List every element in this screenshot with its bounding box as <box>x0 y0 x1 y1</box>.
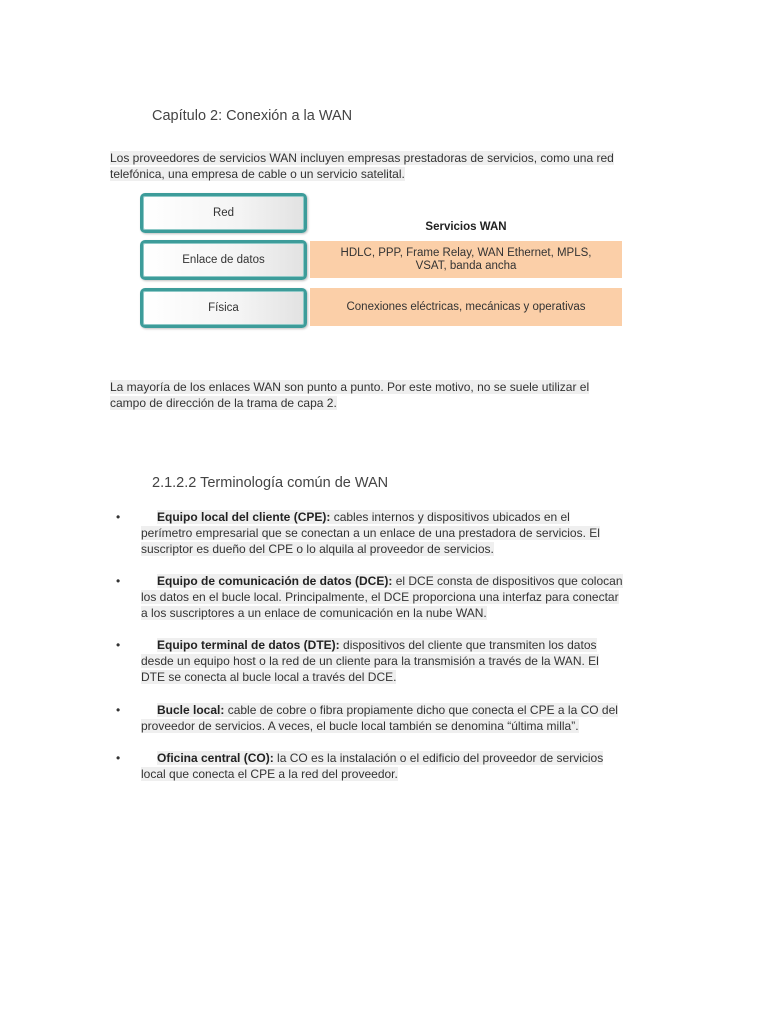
note-paragraph <box>110 379 589 411</box>
definition-line: proveedor de servicios. A veces, el bucle local también se denomina “última milla”. <box>141 719 579 733</box>
layer-box-enlace-de-datos <box>140 240 307 280</box>
layer-label: Enlace de datos <box>182 254 265 266</box>
intro-paragraph <box>110 150 614 182</box>
definition-line: los datos en el bucle local. Principalmente, el DCE proporciona una interfaz para conectar <box>141 590 619 604</box>
definition-line: DTE se conecta al bucle local a través del DCE. <box>141 670 397 684</box>
definition-line: suscriptor es dueño del CPE o lo alquila al proveedor de servicios. <box>141 542 494 556</box>
section-heading: 2.1.2.2 Terminología común de WAN <box>152 475 389 491</box>
service-box-enlace-de-datos <box>310 241 622 278</box>
service-box-fisica <box>310 288 622 326</box>
term: Equipo de comunicación de datos (DCE): <box>157 574 393 588</box>
service-line: Conexiones eléctricas, mecánicas y operativas <box>346 300 586 313</box>
bullet-icon: • <box>116 638 121 652</box>
definition-line: el DCE consta de dispositivos que colocan <box>395 574 623 588</box>
definition-line: desde un equipo host o la red de un cliente para la transmisión a través de la WAN. El <box>141 654 599 668</box>
services-header: Servicios WAN <box>425 221 507 233</box>
definition-line: a los suscriptores a un enlace de comunicación en la nube WAN. <box>141 606 487 620</box>
chapter-title: Capítulo 2: Conexión a la WAN <box>152 108 353 124</box>
layer-label: Física <box>208 302 239 314</box>
service-line: VSAT, banda ancha <box>415 259 517 272</box>
definition-line: dispositivos del cliente que transmiten los datos <box>343 638 597 652</box>
layer-box-red <box>140 193 307 233</box>
bullet-icon: • <box>116 574 121 588</box>
term: Equipo terminal de datos (DTE): <box>157 638 340 652</box>
term: Oficina central (CO): <box>157 751 274 765</box>
definition-line: cable de cobre o fibra propiamente dicho que conecta el CPE a la CO del <box>227 703 618 717</box>
definition-line: la CO es la instalación o el edificio del proveedor de servicios <box>277 751 604 765</box>
bullet-icon: • <box>116 751 121 765</box>
layer-box-fisica <box>140 288 307 328</box>
bullet-icon: • <box>116 510 121 524</box>
definition-line: cables internos y dispositivos ubicados en el <box>333 510 570 524</box>
intro-line: Los proveedores de servicios WAN incluyen empresas prestadoras de servicios, como una red <box>110 151 614 165</box>
layer-label: Red <box>212 207 235 219</box>
bullet-icon: • <box>116 703 121 717</box>
term: Bucle local: <box>157 703 225 717</box>
definition-line: local que conecta el CPE a la red del proveedor. <box>141 767 398 781</box>
note-line: campo de dirección de la trama de capa 2. <box>110 396 337 410</box>
term: Equipo local del cliente (CPE): <box>157 510 331 524</box>
intro-line: telefónica, una empresa de cable o un servicio satelital. <box>110 167 405 181</box>
service-line: HDLC, PPP, Frame Relay, WAN Ethernet, MPLS, <box>340 246 592 259</box>
definition-line: perímetro empresarial que se conectan a un enlace de una prestadora de servicios. El <box>141 526 600 540</box>
note-line: La mayoría de los enlaces WAN son punto a punto. Por este motivo, no se suele utilizar el <box>110 380 590 394</box>
